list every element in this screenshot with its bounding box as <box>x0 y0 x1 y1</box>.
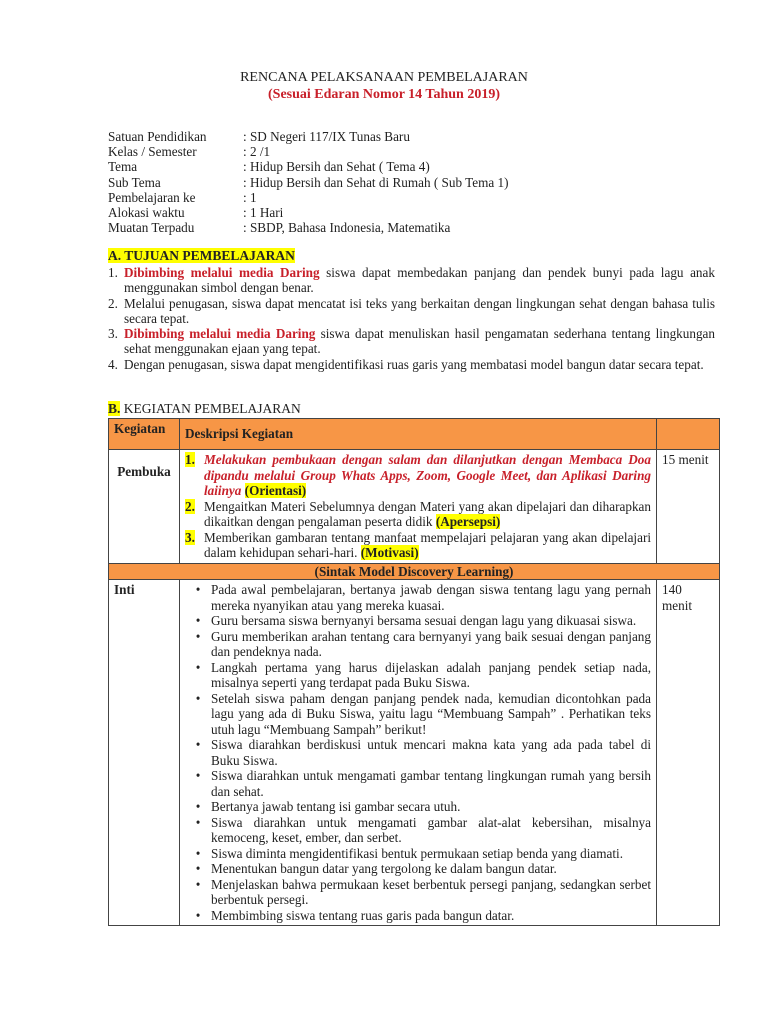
goal-text <box>124 326 715 357</box>
table-header <box>109 419 720 450</box>
item-number-text: 2. <box>185 498 195 514</box>
row-time: 15 menit <box>657 450 720 564</box>
inti-item: • Guru memberikan arahan tentang cara bernyanyi yang baik sesuai dengan panjang dan pendeknya nada. <box>185 629 651 660</box>
info-label: Sub Tema <box>108 174 161 190</box>
info-row <box>108 129 508 144</box>
header-kegiatan: Kegiatan <box>109 419 180 450</box>
table-row-inti <box>109 580 720 926</box>
goal-number: 4. <box>108 356 118 372</box>
section-a-heading <box>108 248 295 264</box>
row-label: Pembuka <box>109 450 180 564</box>
goal-number: 2. <box>108 295 118 311</box>
inti-item: • Pada awal pembelajaran, bertanya jawab dengan siswa tentang lagu yang pernah mereka nyanyikan atau yang mereka kuasai. <box>185 582 651 613</box>
goal-item <box>108 296 715 327</box>
item-number <box>185 499 204 530</box>
inti-item: • Langkah pertama yang harus dijelaskan adalah panjang pendek setiap nada, misalnya seperti yang terdapat pada Buku Siswa. <box>185 660 651 691</box>
item-tag: (Motivasi) <box>360 545 419 560</box>
inti-item: • Setelah siswa paham dengan panjang pendek nada, kemudian dicontohkan pada lagu yang ada di Buku Siswa, yaitu lagu “Membuang Sampah” . Perhatikan teks utuh lagu “Membuang Sampah” berikut! <box>185 691 651 738</box>
item-number-text: 1. <box>185 452 195 467</box>
item-tag: (Orientasi) <box>244 483 307 498</box>
section-a-label: A. TUJUAN PEMBELAJARAN <box>108 248 295 263</box>
goal-item <box>108 326 715 357</box>
section-b-label: KEGIATAN PEMBELAJARAN <box>120 401 301 416</box>
goal-text <box>124 265 715 296</box>
info-value: : SBDP, Bahasa Indonesia, Matematika <box>243 220 451 236</box>
item-number <box>185 452 204 499</box>
header-time <box>657 419 720 450</box>
goal-item <box>108 265 715 296</box>
section-b-heading <box>108 401 301 417</box>
info-row <box>108 144 508 159</box>
goal-highlight: Dibimbing melalui media Daring <box>124 265 320 280</box>
inti-item: • Siswa diarahkan untuk mengamati gambar tentang lingkungan rumah yang bersih dan sehat. <box>185 768 651 799</box>
goal-item <box>108 357 715 372</box>
sintak-label: (Sintak Model Discovery Learning) <box>109 563 720 580</box>
subtitle: (Sesuai Edaran Nomor 14 Tahun 2019) <box>268 87 500 102</box>
info-row <box>108 159 508 174</box>
info-row <box>108 190 508 205</box>
item-italic: Melakukan pembukaan dengan salam dan dilanjutkan dengan Membaca Doa dipandu melalui Group Whats Apps, Zoom, Google Meet, dan Aplikasi Daring laiinya <box>204 452 651 498</box>
table-row-pembuka <box>109 450 720 564</box>
info-value: : 1 <box>243 189 257 205</box>
goal-highlight: Dibimbing melalui media Daring <box>124 326 316 342</box>
goal-body: siswa dapat membedakan panjang dan pendek bunyi pada lagu anak menggunakan simbol dengan benar. <box>124 265 715 296</box>
goal-body: Melalui penugasan, siswa dapat mencatat isi teks yang berkaitan dengan lingkungan sehat dengan bahasa tulis secara tepat. <box>124 295 715 326</box>
info-label: Satuan Pendidikan <box>108 129 207 144</box>
inti-item: • Menentukan bangun datar yang tergolong ke dalam bangun datar. <box>185 861 651 877</box>
inti-list <box>185 582 651 923</box>
item-tag: (Apersepsi) <box>435 514 501 529</box>
item-number <box>185 530 204 561</box>
info-row <box>108 175 508 190</box>
inti-item: • Siswa diarahkan berdiskusi untuk mencari makna kata yang ada pada tabel di Buku Siswa. <box>185 737 651 768</box>
section-b-letter: B. <box>108 401 121 416</box>
pembuka-item <box>185 530 651 561</box>
row-time: 140 menit <box>657 580 720 926</box>
info-label: Tema <box>108 159 138 175</box>
identity-info <box>108 129 508 235</box>
info-row <box>108 205 508 220</box>
item-body: Memberikan gambaran tentang manfaat mempelajari pelajaran yang akan dipelajari dalam kehidupan sehari-hari. <box>204 529 651 560</box>
info-label: Alokasi waktu <box>108 205 185 221</box>
info-value: : Hidup Bersih dan Sehat ( Tema 4) <box>243 159 430 175</box>
item-text <box>204 452 651 499</box>
item-text <box>204 530 651 561</box>
info-value: : 2 /1 <box>243 144 271 160</box>
inti-item: • Guru bersama siswa bernyanyi bersama sesuai dengan lagu yang dikuasai siswa. <box>185 613 651 629</box>
info-value: : 1 Hari <box>243 205 284 221</box>
goal-number: 3. <box>108 326 118 342</box>
item-text <box>204 499 651 530</box>
row-label: Inti <box>109 580 180 926</box>
inti-item: • Siswa diarahkan untuk mengamati gambar alat-alat kebersihan, misalnya kemoceng, keset, ember, dan serbet. <box>185 815 651 846</box>
document-title <box>0 69 768 103</box>
info-row <box>108 220 508 235</box>
pembuka-item <box>185 499 651 530</box>
pembuka-list <box>185 452 651 561</box>
header-deskripsi: Deskripsi Kegiatan <box>180 419 657 450</box>
item-body: Mengaitkan Materi Sebelumnya dengan Materi yang akan dipelajari dan diharapkan dikaitkan dengan pengalaman peserta didik <box>204 498 651 529</box>
pembuka-item <box>185 452 651 499</box>
inti-item: • Menjelaskan bahwa permukaan keset berbentuk persegi panjang, sedangkan serbet berbentuk persegi. <box>185 877 651 908</box>
goal-number: 1. <box>108 265 118 280</box>
inti-item: • Bertanya jawab tentang isi gambar secara utuh. <box>185 799 651 815</box>
info-label: Kelas / Semester <box>108 144 197 160</box>
info-value: : Hidup Bersih dan Sehat di Rumah ( Sub Tema 1) <box>243 174 509 190</box>
goals-list <box>108 265 715 372</box>
info-label: Muatan Terpadu <box>108 220 195 236</box>
title-text: RENCANA PELAKSANAAN PEMBELAJARAN <box>240 70 528 85</box>
info-label: Pembelajaran ke <box>108 189 196 205</box>
table-row-sintak <box>109 563 720 580</box>
item-number-text: 3. <box>185 529 195 545</box>
goal-text <box>124 357 704 372</box>
info-value: : SD Negeri 117/IX Tunas Baru <box>243 129 410 144</box>
activity-table <box>108 418 720 926</box>
inti-item: • Siswa diminta mengidentifikasi bentuk permukaan setiap benda yang diamati. <box>185 846 651 862</box>
goal-text <box>124 296 715 327</box>
goal-body: siswa dapat menuliskan hasil pengamatan sederhana tentang lingkungan sehat menggunakan ejaan yang tepat. <box>124 326 715 357</box>
inti-item: • Membimbing siswa tentang ruas garis pada bangun datar. <box>185 908 651 924</box>
goal-body: Dengan penugasan, siswa dapat mengidentifikasi ruas garis yang membatasi model bangun datar secara tepat. <box>124 356 704 372</box>
